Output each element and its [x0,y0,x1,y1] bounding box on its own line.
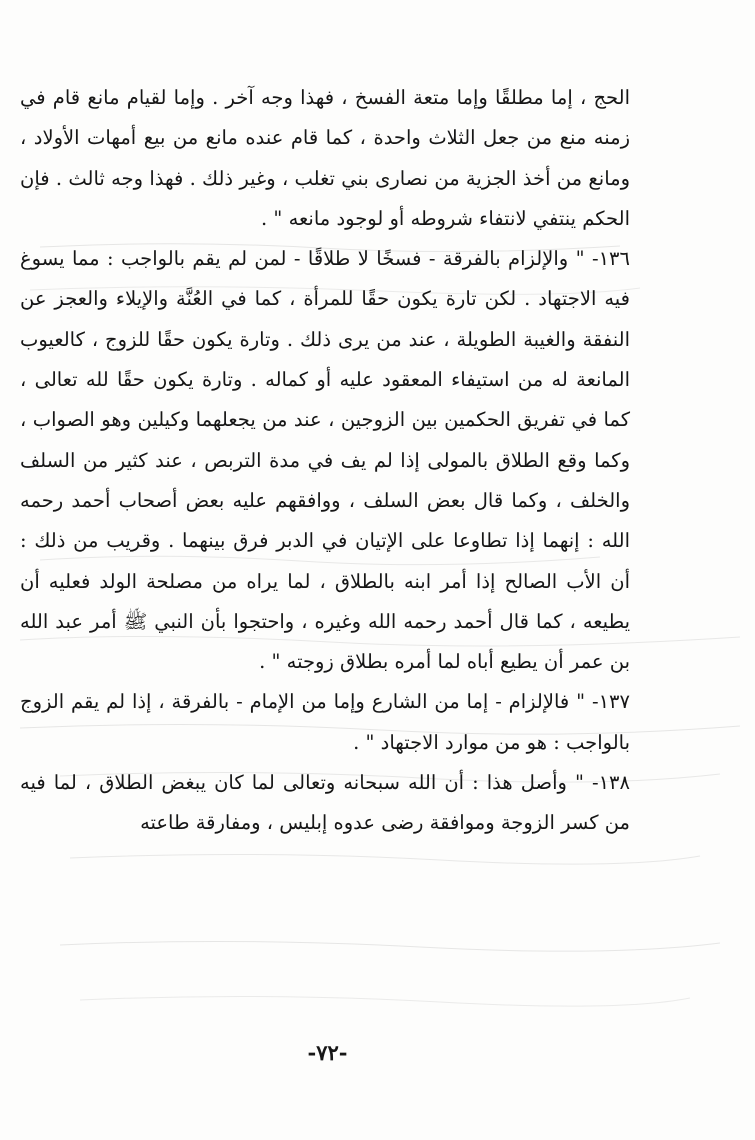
paragraph-136: ١٣٦- " والإلزام بالفرقة - فسخًا لا طلاقًا - لمن لم يقم بالواجب : مما يسوغ فيه الاجتهاد . لكن تارة يكون حقًا للمرأة ، كما في العُنَّة والإيلاء والعجز عن النفقة والغيبة الطويلة ، عند من يرى ذلك . وتارة يكون حقًا للزوج ، كالعيوب المانعة له من استيفاء المعقود عليه أو كماله . وتارة يكون حقًا لله تعالى ، كما في تفريق الحكمين بين الزوجين ، عند من يجعلهما وكيلين وهو الصواب ، وكما وقع الطلاق بالمولى إذا لم يف في مدة التربص ، عند كثير من السلف والخلف ، وكما قال بعض السلف ، ووافقهم عليه بعض أصحاب أحمد رحمه الله : إنهما إذا تطاوعا على الإتيان في الدبر فرق بينهما . وقريب من ذلك : أن الأب الصالح إذا أمر ابنه بالطلاق ، لما يراه من مصلحة الولد فعليه أن يطيعه ، كما قال أحمد رحمه الله وغيره ، واحتجوا بأن النبي ﷺ أمر عبد الله بن عمر أن يطيع أباه لما أمره بطلاق زوجته " . [20,247,630,674]
paragraph-137: ١٣٧- " فالإلزام - إما من الشارع وإما من الإمام - بالفرقة ، إذا لم يقم الزوج بالواجب : هو من موارد الاجتهاد " . [20,690,630,754]
page-body-text [20,78,630,844]
paragraph-138: ١٣٨- " وأصل هذا : أن الله سبحانه وتعالى لما كان يبغض الطلاق ، لما فيه من كسر الزوجة وموافقة رضى عدوه إبليس ، ومفارقة طاعته [20,771,630,835]
paragraph-continued: الحج ، إما مطلقًا وإما متعة الفسخ ، فهذا وجه آخر . وإما لقيام مانع قام في زمنه منع من جعل الثلاث واحدة ، كما قام عنده مانع من بيع أمهات الأولاد ، ومانع من أخذ الجزية من نصارى بني تغلب ، وغير ذلك . فهذا وجه ثالث . فإن الحكم ينتفي لانتفاء شروطه أو لوجود مانعه " . [20,86,630,230]
page-number: -٧٢- [307,1040,348,1065]
